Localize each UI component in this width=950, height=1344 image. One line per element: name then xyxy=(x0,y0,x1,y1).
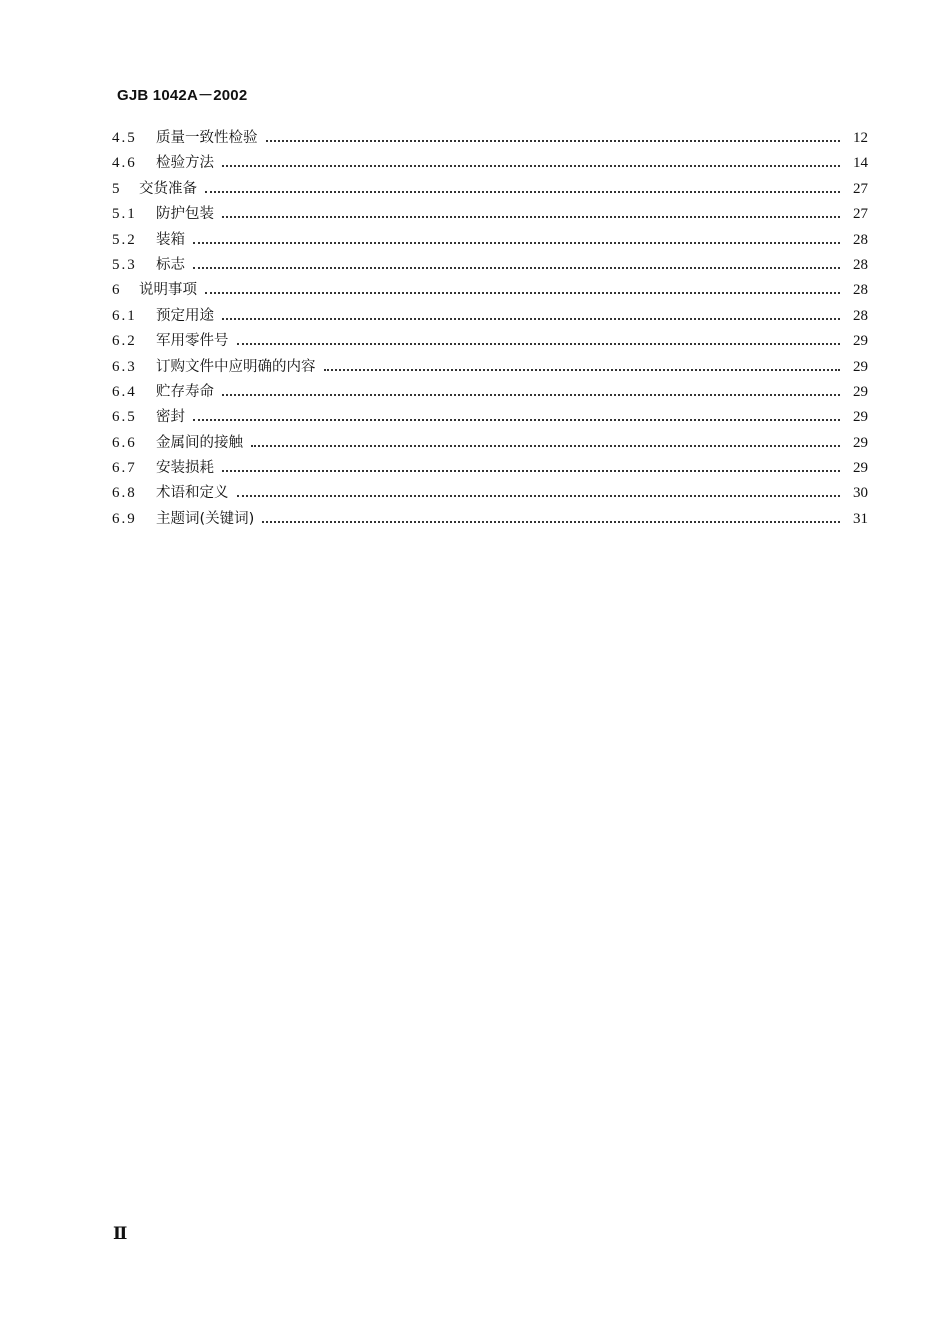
toc-dot-leader xyxy=(222,165,840,167)
toc-entry[interactable] xyxy=(112,202,868,227)
toc-entry[interactable] xyxy=(112,228,868,253)
toc-entry[interactable] xyxy=(112,431,868,456)
toc-entry-title: 密封 xyxy=(156,409,185,426)
toc-entry-number: 4.6 xyxy=(112,155,137,172)
toc-entry-title: 标志 xyxy=(156,256,185,273)
page-number: Ⅱ xyxy=(113,1224,128,1243)
toc-entry-page: 29 xyxy=(853,383,868,400)
toc-entry-number: 5.3 xyxy=(112,256,137,273)
toc-entry-title: 说明事项 xyxy=(139,282,197,299)
toc-entry-title: 术语和定义 xyxy=(156,485,229,502)
toc-entry-number: 6.9 xyxy=(112,510,137,527)
toc-entry[interactable] xyxy=(112,481,868,506)
toc-entry[interactable] xyxy=(112,126,868,151)
toc-entry-number: 6.2 xyxy=(112,333,137,350)
toc-dot-leader xyxy=(266,140,841,142)
toc-entry-number: 4.5 xyxy=(112,130,137,146)
toc-entry-page: 30 xyxy=(853,485,868,502)
toc-entry[interactable] xyxy=(112,177,868,202)
toc-entry-page: 29 xyxy=(853,333,868,350)
toc-entry[interactable] xyxy=(112,456,868,481)
toc-entry-title: 安装损耗 xyxy=(156,460,214,477)
toc-entry-number: 6.3 xyxy=(112,358,137,375)
toc-entry-title: 贮存寿命 xyxy=(156,383,214,400)
toc-entry-number: 6.7 xyxy=(112,460,137,477)
toc-entry-title: 军用零件号 xyxy=(156,333,229,350)
toc-entry-number: 6.1 xyxy=(112,307,137,324)
toc-entry-page: 29 xyxy=(853,409,868,426)
toc-dot-leader xyxy=(193,419,840,421)
document-code: GJB 1042A－2002 xyxy=(117,87,248,104)
toc-entry-number: 6.5 xyxy=(112,409,137,426)
toc-entry-page: 27 xyxy=(853,206,868,223)
toc-entry-page: 31 xyxy=(853,510,868,527)
toc-entry-page: 28 xyxy=(853,282,868,299)
toc-dot-leader xyxy=(193,267,840,269)
toc-entry[interactable] xyxy=(112,253,868,278)
toc-entry-title: 订购文件中应明确的内容 xyxy=(156,358,316,375)
toc-entry-page: 27 xyxy=(853,180,868,197)
toc-entry-page: 12 xyxy=(853,130,868,146)
toc-dot-leader xyxy=(205,292,840,294)
toc-dot-leader xyxy=(251,445,840,447)
toc-dot-leader xyxy=(262,521,840,523)
toc-entry-title: 防护包装 xyxy=(156,206,214,223)
toc-entry-title: 主题词(关键词) xyxy=(156,510,255,527)
toc-entry-page: 14 xyxy=(853,155,868,172)
toc-entry-page: 28 xyxy=(853,256,868,273)
table-of-contents xyxy=(112,126,868,532)
toc-dot-leader xyxy=(222,394,840,396)
toc-dot-leader xyxy=(222,318,840,320)
toc-entry[interactable] xyxy=(112,507,868,532)
toc-entry-number: 6.6 xyxy=(112,434,137,451)
toc-dot-leader xyxy=(222,470,840,472)
toc-entry[interactable] xyxy=(112,329,868,354)
toc-entry-title: 装箱 xyxy=(156,231,185,248)
toc-entry-number: 6.8 xyxy=(112,485,137,502)
toc-dot-leader xyxy=(237,343,841,345)
toc-entry-number: 5.1 xyxy=(112,206,137,223)
toc-entry-title: 检验方法 xyxy=(156,155,214,172)
toc-entry-page: 28 xyxy=(853,307,868,324)
toc-entry-title: 金属间的接触 xyxy=(156,434,243,451)
toc-entry[interactable] xyxy=(112,278,868,303)
toc-entry[interactable] xyxy=(112,355,868,380)
toc-entry-page: 28 xyxy=(853,231,868,248)
toc-entry-title: 交货准备 xyxy=(139,180,197,197)
toc-entry-number: 5 xyxy=(112,180,122,197)
toc-entry-number: 5.2 xyxy=(112,231,137,248)
toc-entry-title: 预定用途 xyxy=(156,307,214,324)
toc-entry-title: 质量一致性检验 xyxy=(156,130,258,146)
toc-entry-page: 29 xyxy=(853,358,868,375)
toc-dot-leader xyxy=(222,216,840,218)
toc-dot-leader xyxy=(193,242,840,244)
toc-dot-leader xyxy=(324,369,841,371)
toc-entry-number: 6 xyxy=(112,282,122,299)
toc-entry-number: 6.4 xyxy=(112,383,137,400)
toc-dot-leader xyxy=(237,495,841,497)
toc-entry[interactable] xyxy=(112,405,868,430)
toc-entry[interactable] xyxy=(112,151,868,176)
toc-entry-page: 29 xyxy=(853,434,868,451)
toc-entry[interactable] xyxy=(112,304,868,329)
toc-entry-page: 29 xyxy=(853,460,868,477)
toc-entry[interactable] xyxy=(112,380,868,405)
toc-dot-leader xyxy=(205,191,840,193)
